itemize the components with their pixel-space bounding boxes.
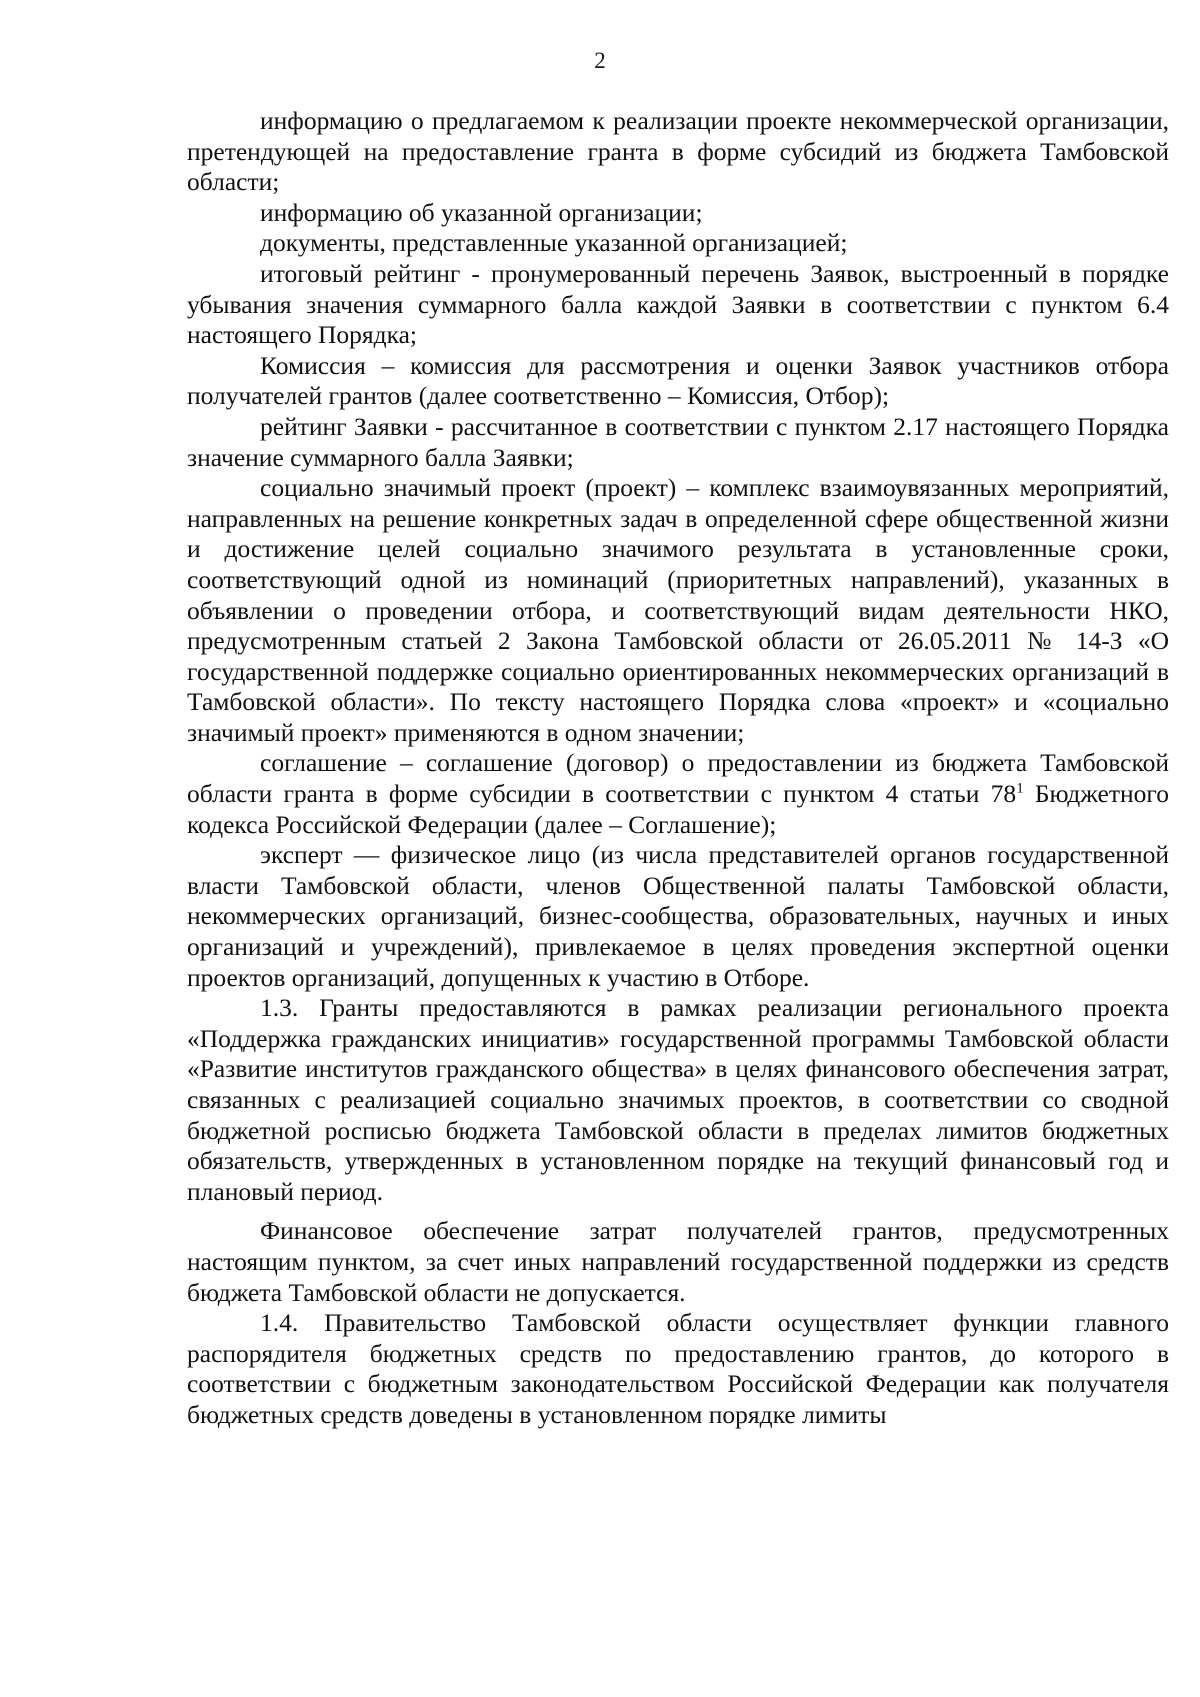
paragraph-documents: документы, представленные указанной организацией; [260, 228, 848, 258]
document-body [187, 106, 1169, 1431]
agreement-text-end: Бюджетного кодекса Российской Федерации (далее – Соглашение); [187, 779, 1169, 839]
paragraph-financing: Финансовое обеспечение затрат получателей грантов, предусмотренных настоящим пунктом, за счет иных направлений государственной поддержки из средств бюджета Тамбовской области не допускается. [187, 1216, 1169, 1307]
paragraph-final-rating: итоговый рейтинг - пронумерованный перечень Заявок, выстроенный в порядке убывания значения суммарного балла каждой Заявки в соответствии с пунктом 6.4 настоящего Порядка; [187, 258, 1169, 350]
paragraph-agreement [187, 748, 1169, 840]
paragraph-expert: эксперт — физическое лицо (из числа представителей органов государственной власти Тамбовской области, членов Общественной палаты Тамбовской области, некоммерческих организаций, бизнес-сообщества, образовательных, научных и иных организаций и учреждений), привлекаемое в целях проведения экспертной оценки проектов организаций, допущенных к участию в Отборе. [187, 840, 1169, 992]
paragraph-org-info: информацию об указанной организации; [260, 197, 703, 227]
paragraph-application-rating: рейтинг Заявки - рассчитанное в соответствии с пунктом 2.17 настоящего Порядка значение суммарного балла Заявки; [187, 411, 1169, 472]
superscript-one: 1 [1016, 780, 1024, 797]
paragraph-1-3: 1.3. Гранты предоставляются в рамках реализации регионального проекта «Поддержка гражданских инициатив» государственной программы Тамбовской области «Развитие институтов гражданского общества» в целях финансового обеспечения затрат, связанных с реализацией социально значимых проектов, в соответствии со сводной бюджетной росписью бюджета Тамбовской области в пределах лимитов бюджетных обязательств, утвержденных в установленном порядке на текущий финансовый год и плановый период. [187, 993, 1169, 1206]
paragraph-commission: Комиссия – комиссия для рассмотрения и оценки Заявок участников отбора получателей грантов (далее соответственно – Комиссия, Отбор); [187, 350, 1169, 411]
paragraph-social-project: социально значимый проект (проект) – комплекс взаимоувязанных мероприятий, направленных на решение конкретных задач в определенной сфере общественной жизни и достижение целей социально значимого результата в установленные сроки, соответствующий одной из номинаций (приоритетных направлений), указанных в объявлении о проведении отбора, и соответствующий видам деятельности НКО, предусмотренным статьей 2 Закона Тамбовской области от 26.05.2011 № 14-З «О государственной поддержке социально ориентированных некоммерческих организаций в Тамбовской области». По тексту настоящего Порядка слова «проект» и «социально значимый проект» применяются в одном значении; [187, 473, 1169, 747]
agreement-text-start: соглашение – соглашение (договор) о предоставлении из бюджета Тамбовской области гранта в форме субсидии в соответствии с пунктом 4 статьи 78 [187, 748, 1169, 809]
paragraph-1-4: 1.4. Правительство Тамбовской области осуществляет функции главного распорядителя бюджетных средств по предоставлению грантов, до которого в соответствии с бюджетным законодательством Российской Федерации как получателя бюджетных средств доведены в установленном порядке лимиты [187, 1308, 1169, 1429]
paragraph-project-info: информацию о предлагаемом к реализации проекте некоммерческой организации, претендующей на предоставление гранта в форме субсидий из бюджета Тамбовской области; [187, 106, 1169, 197]
page-number: 2 [594, 48, 606, 73]
